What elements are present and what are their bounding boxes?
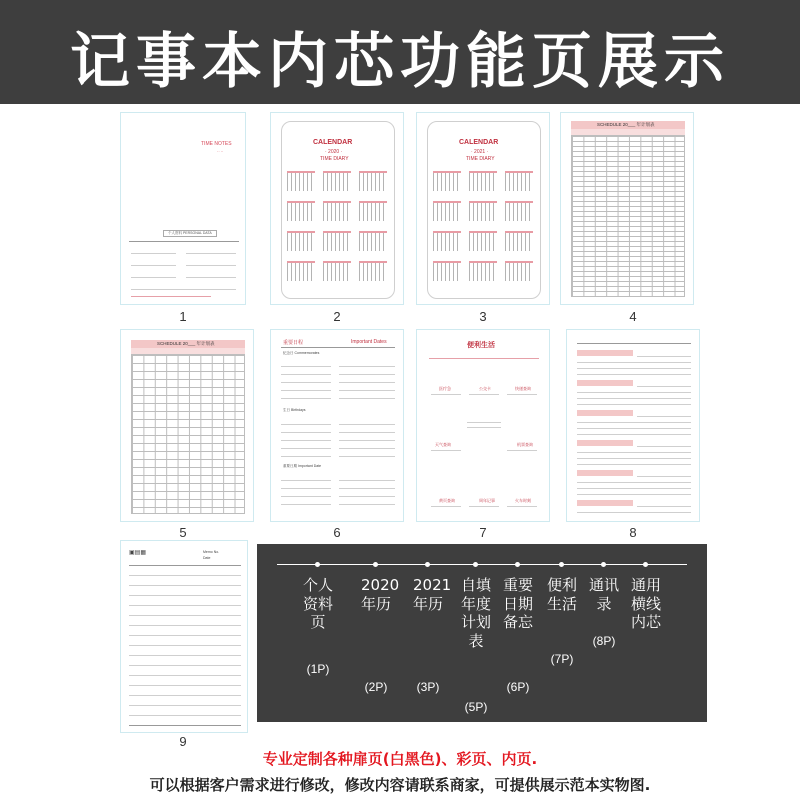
p4-title: SCHEDULE 20___ 年计划表: [597, 122, 655, 127]
legend-pages: (3P): [416, 680, 440, 694]
p3-title: CALENDAR: [459, 139, 499, 146]
legend-label: 2020年历: [361, 576, 400, 613]
legend-label: 2021年历: [413, 576, 452, 613]
p6-section-2: 生日 Birthdays: [283, 408, 306, 412]
p2-year: · 2020 ·: [325, 149, 343, 155]
p7-item-6: 黄页查询: [439, 498, 455, 503]
p7-item-3: 快递查询: [515, 386, 531, 391]
legend-label: 重要日期备忘: [503, 576, 534, 631]
legend-pages: (2P): [364, 680, 388, 694]
page-number-8: 8: [629, 525, 637, 540]
p6-section-1: 纪念日 Commemorates: [283, 351, 320, 355]
p6-left-title: 重要日程: [283, 340, 304, 346]
p1-personal-label: 个人资料 PERSONAL DATA: [163, 230, 217, 237]
p9-date: Date: [203, 556, 211, 560]
page-thumb-6: [270, 329, 404, 522]
page-thumb-3: [416, 112, 550, 305]
p7-item-8: 火车时刻: [515, 498, 531, 503]
p2-sub: TIME DIARY: [320, 156, 349, 162]
legend-pages: (7P): [550, 652, 574, 666]
header-banner: [0, 0, 800, 104]
page-thumb-1: [120, 112, 246, 305]
p7-item-1: 医疗急: [439, 386, 451, 391]
p2-title: CALENDAR: [313, 139, 353, 146]
page-number-5: 5: [179, 525, 187, 540]
p9-icons: ▣▤▦: [129, 550, 147, 556]
p5-title: SCHEDULE 20___ 年计划表: [157, 341, 215, 346]
legend-label: 便利生活: [547, 576, 578, 613]
legend-label: 个人资料页: [303, 576, 334, 631]
p1-title: TIME NOTES: [201, 141, 232, 147]
page-number-3: 3: [479, 309, 487, 324]
p3-sub: TIME DIARY: [466, 156, 495, 162]
page-number-6: 6: [333, 525, 341, 540]
page-number-1: 1: [179, 309, 187, 324]
legend-label: 通讯录: [589, 576, 620, 613]
p7-title: 便利生活: [467, 340, 495, 349]
page-thumb-9: [120, 540, 248, 733]
p7-item-7: 周年记事: [479, 498, 495, 503]
page-thumb-4: [560, 112, 694, 305]
page-title: 记事本内芯功能页展示: [70, 27, 730, 97]
p7-item-2: 公交卡: [479, 386, 491, 391]
p3-year: · 2021 ·: [471, 149, 489, 155]
legend-pages: (6P): [506, 680, 530, 694]
p6-right-title: Important Dates: [351, 339, 387, 345]
page-number-9: 9: [179, 734, 187, 749]
legend-pages: (1P): [306, 662, 330, 676]
page-thumb-2: [270, 112, 404, 305]
legend-timeline: [277, 564, 687, 565]
p7-item-5: 机票查询: [517, 442, 533, 447]
page-number-7: 7: [479, 525, 487, 540]
page-thumb-5: [120, 329, 254, 522]
page-number-2: 2: [333, 309, 341, 324]
legend-label: 自填年度计划表: [461, 576, 492, 650]
page-number-4: 4: [629, 309, 637, 324]
p6-section-3: 重要日期 Important Date: [283, 464, 322, 468]
p9-memo-no: Memo No.: [203, 550, 220, 554]
legend-label: 通用横线内芯: [631, 576, 662, 631]
page-thumb-8: [566, 329, 700, 522]
footer-note: 可以根据客户需求进行修改，修改内容请联系商家，可提供展示范本实物图.: [149, 776, 651, 794]
legend-panel: [257, 544, 707, 722]
p7-item-4: 天气查询: [435, 442, 451, 447]
page-thumb-7: [416, 329, 550, 522]
p1-subtitle: ·· ··: [217, 149, 224, 154]
legend-pages: (5P): [464, 700, 488, 714]
footer-red-note: 专业定制各种扉页(白黑色)、彩页、内页.: [262, 750, 538, 768]
legend-pages: (8P): [592, 634, 616, 648]
